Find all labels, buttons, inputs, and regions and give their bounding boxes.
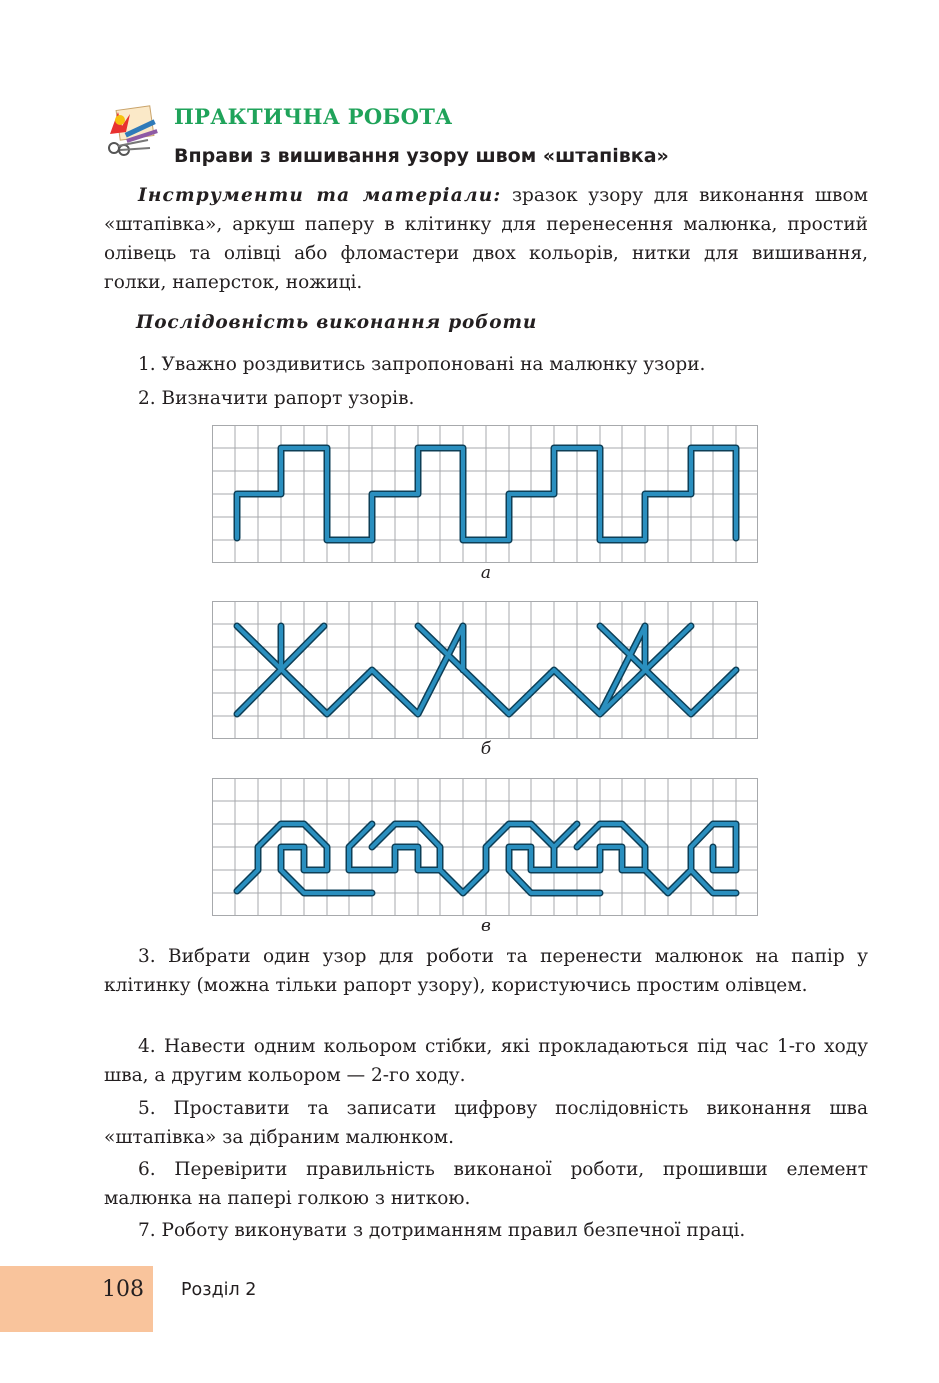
materials-lead: Інструменти та матеріали: [138,185,502,206]
page-number: 108 [102,1277,144,1302]
step-6: 6. Перевірити правильність виконаної роботи, прошивши елемент малюнка на папері голкою з ниткою. [104,1159,868,1209]
step-3: 3. Вибрати один узор для роботи та перенести малюнок на папір у клітинку (можна тільки рапорт узору), користуючись простим олівцем. [104,946,868,996]
figure-label-b: б [480,739,492,759]
section-title: ПРАКТИЧНА РОБОТА [174,104,453,129]
step-1: 1. Уважно роздивитись запропоновані на малюнку узори. [138,354,706,375]
materials-paragraph [104,181,868,297]
pattern-figure-a [212,425,758,563]
pattern-figure-b [212,601,758,739]
step-4: 4. Навести одним кольором стібки, які прокладаються під час 1-го ходу шва, а другим кольором — 2-го ходу. [104,1036,868,1086]
step-5: 5. Проставити та записати цифрову послідовність виконання шва «штапівка» за дібраним малюнком. [104,1098,868,1148]
figure-label-c: в [481,916,491,936]
figure-label-a: а [480,563,492,583]
work-title: Вправи з вишивання узору швом «штапівка» [174,145,669,167]
step-2: 2. Визначити рапорт узорів. [138,388,415,409]
craft-tools-icon [104,104,162,160]
pattern-figure-c [212,778,758,916]
sequence-title: Послідовність виконання роботи [136,312,538,333]
step-7: 7. Роботу виконувати з дотриманням правил безпечної праці. [138,1220,746,1241]
materials-text: зразок узору для виконання швом «штапівка», аркуш паперу в клітинку для перенесення малюнка, простий олівець та олівці або фломастери двох кольорів, нитки для вишивання, голки, наперсток, ножиці. [104,185,868,293]
chapter-label: Розділ 2 [181,1280,257,1300]
